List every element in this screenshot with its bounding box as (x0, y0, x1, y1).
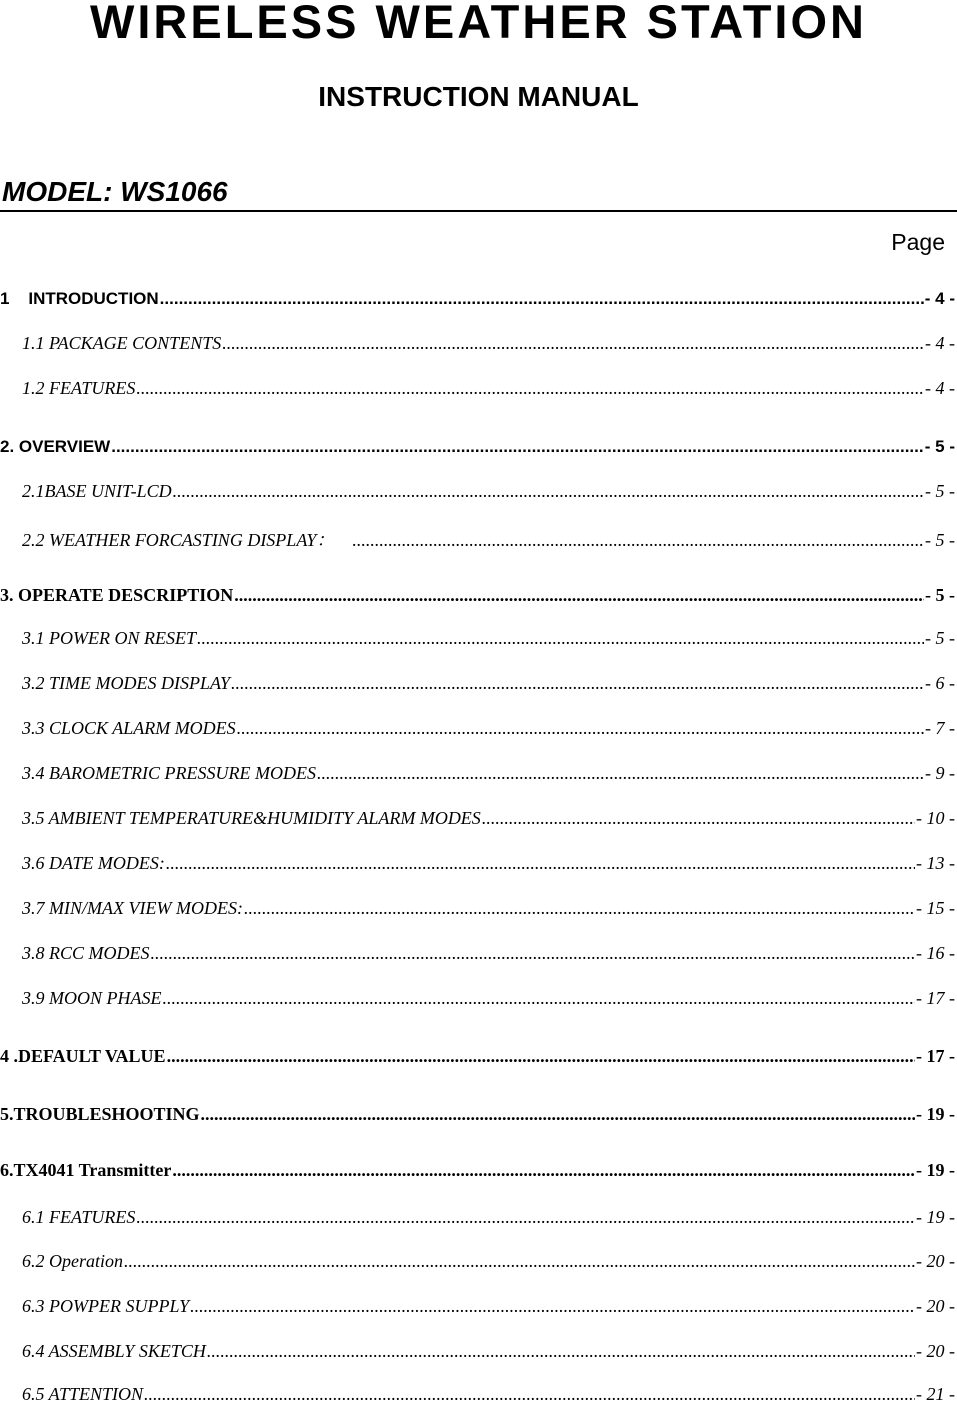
toc-entry-label: 6.3 POWPER SUPPLY (22, 1296, 190, 1316)
toc-entry-temperature-humidity-alarm-modes[interactable] (0, 808, 955, 829)
toc-leader-dots (197, 628, 924, 649)
toc-entry-features[interactable] (0, 378, 955, 399)
toc-entry-label: 1.2 FEATURES (22, 378, 136, 398)
toc-entry-page: - 5 - (924, 437, 955, 456)
toc-entry-label: 5.TROUBLESHOOTING (0, 1104, 200, 1124)
toc-leader-dots (222, 333, 924, 354)
toc-entry-label: 6.5 ATTENTION (22, 1384, 144, 1404)
toc-entry-page: - 20 - (916, 1296, 955, 1316)
toc-entry-label: 3.1 POWER ON RESET (22, 628, 196, 648)
toc-leader-dots (352, 530, 924, 551)
page-column-label: Page (891, 229, 945, 255)
toc-entry-tx4041-transmitter[interactable] (0, 1160, 955, 1181)
toc-leader-dots (136, 1207, 915, 1228)
document-subtitle: INSTRUCTION MANUAL (318, 81, 639, 112)
toc-entry-page: - 4 - (924, 289, 955, 308)
toc-entry-page: - 5 - (925, 628, 955, 648)
toc-entry-page: - 7 - (925, 718, 955, 738)
toc-entry-page: - 16 - (916, 943, 955, 963)
toc-entry-page: - 6 - (925, 673, 955, 693)
toc-entry-page: - 9 - (925, 763, 955, 783)
toc-entry-package-contents[interactable] (0, 333, 955, 354)
toc-entry-page: - 5 - (925, 481, 955, 501)
toc-entry-page: - 19 - (916, 1160, 955, 1180)
toc-entry-introduction[interactable] (0, 289, 955, 309)
toc-entry-page: - 19 - (916, 1207, 955, 1227)
toc-entry-label: 6.TX4041 Transmitter (0, 1160, 172, 1180)
toc-entry-label: 3.3 CLOCK ALARM MODES (22, 718, 236, 738)
toc-entry-assembly-sketch[interactable] (0, 1341, 955, 1362)
toc-entry-page: - 17 - (916, 988, 955, 1008)
toc-leader-dots (237, 718, 924, 739)
toc-entry-page: - 20 - (916, 1341, 955, 1361)
toc-leader-dots (201, 1104, 915, 1125)
toc-leader-dots (231, 673, 924, 694)
toc-leader-dots (317, 763, 924, 784)
toc-entry-page: - 21 - (916, 1384, 955, 1404)
toc-leader-dots (162, 988, 915, 1009)
toc-entry-label: 6.1 FEATURES (22, 1207, 136, 1227)
toc-entry-default-value[interactable] (0, 1046, 955, 1067)
toc-leader-dots (144, 1384, 915, 1405)
toc-entry-clock-alarm-modes[interactable] (0, 718, 955, 739)
toc-entry-label: 3.5 AMBIENT TEMPERATURE&HUMIDITY ALARM MODES (22, 808, 481, 828)
toc-entry-date-modes[interactable] (0, 853, 955, 874)
toc-entry-operate-description[interactable] (0, 585, 955, 606)
toc-entry-tx-features[interactable] (0, 1207, 955, 1228)
toc-entry-label: 1.1 PACKAGE CONTENTS (22, 333, 222, 353)
toc-entry-time-modes-display[interactable] (0, 673, 955, 694)
toc-leader-dots (173, 481, 924, 502)
toc-entry-troubleshooting[interactable] (0, 1104, 955, 1125)
toc-entry-label: 3.8 RCC MODES (22, 943, 150, 963)
toc-entry-rcc-modes[interactable] (0, 943, 955, 964)
toc-entry-label: 6.4 ASSEMBLY SKETCH (22, 1341, 206, 1361)
toc-entry-label: 3.2 TIME MODES DISPLAY (22, 673, 230, 693)
toc-entry-label: 2. OVERVIEW (0, 437, 111, 456)
toc-leader-dots (124, 1251, 915, 1272)
toc-entry-label: 3.6 DATE MODES: (22, 853, 165, 873)
toc-leader-dots (136, 378, 924, 399)
toc-entry-power-supply[interactable] (0, 1296, 955, 1317)
toc-entry-label: 6.2 Operation (22, 1251, 123, 1271)
model-number: MODEL: WS1066 (2, 176, 228, 207)
toc-entry-page: - 17 - (916, 1046, 955, 1066)
document-title: WIRELESS WEATHER STATION (90, 0, 867, 48)
toc-leader-dots (172, 1160, 915, 1181)
toc-leader-dots (482, 808, 915, 829)
toc-entry-power-on-reset[interactable] (0, 628, 955, 649)
toc-entry-page: - 5 - (925, 585, 955, 605)
toc-leader-dots (111, 437, 924, 457)
toc-entry-attention[interactable] (0, 1384, 955, 1405)
toc-entry-label: 3.7 MIN/MAX VIEW MODES: (22, 898, 243, 918)
toc-entry-base-unit-lcd[interactable] (0, 481, 955, 502)
toc-entry-weather-forecasting-display[interactable] (0, 526, 955, 552)
toc-entry-label: 3.4 BAROMETRIC PRESSURE MODES (22, 763, 316, 783)
model-heading (0, 174, 957, 212)
toc-entry-label: 4 .DEFAULT VALUE (0, 1046, 166, 1066)
toc-leader-dots (190, 1296, 915, 1317)
toc-leader-dots (160, 289, 924, 309)
toc-entry-moon-phase[interactable] (0, 988, 955, 1009)
toc-leader-dots (234, 585, 924, 606)
toc-entry-min-max-view-modes[interactable] (0, 898, 955, 919)
toc-entry-page: - 4 - (925, 333, 955, 353)
toc-leader-dots (166, 853, 915, 874)
toc-entry-page: - 13 - (916, 853, 955, 873)
toc-entry-label: 3. OPERATE DESCRIPTION (0, 585, 234, 605)
toc-entry-overview[interactable] (0, 437, 955, 457)
toc-entry-label: 1 INTRODUCTION (0, 289, 159, 308)
toc-entry-operation[interactable] (0, 1251, 955, 1272)
toc-entry-page: - 10 - (916, 808, 955, 828)
toc-entry-page: - 20 - (916, 1251, 955, 1271)
toc-leader-dots (167, 1046, 915, 1067)
toc-leader-dots (207, 1341, 915, 1362)
toc-entry-page: - 19 - (916, 1104, 955, 1124)
toc-entry-label: 3.9 MOON PHASE (22, 988, 162, 1008)
toc-entry-barometric-pressure-modes[interactable] (0, 763, 955, 784)
toc-entry-label: 2.1BASE UNIT-LCD (22, 481, 172, 501)
toc-entry-page: - 4 - (925, 378, 955, 398)
toc-entry-page: - 5 - (925, 530, 955, 550)
toc-entry-page: - 15 - (916, 898, 955, 918)
toc-entry-label: 2.2 WEATHER FORCASTING DISPLAY： (22, 530, 335, 550)
toc-leader-dots (151, 943, 916, 964)
toc-leader-dots (244, 898, 915, 919)
